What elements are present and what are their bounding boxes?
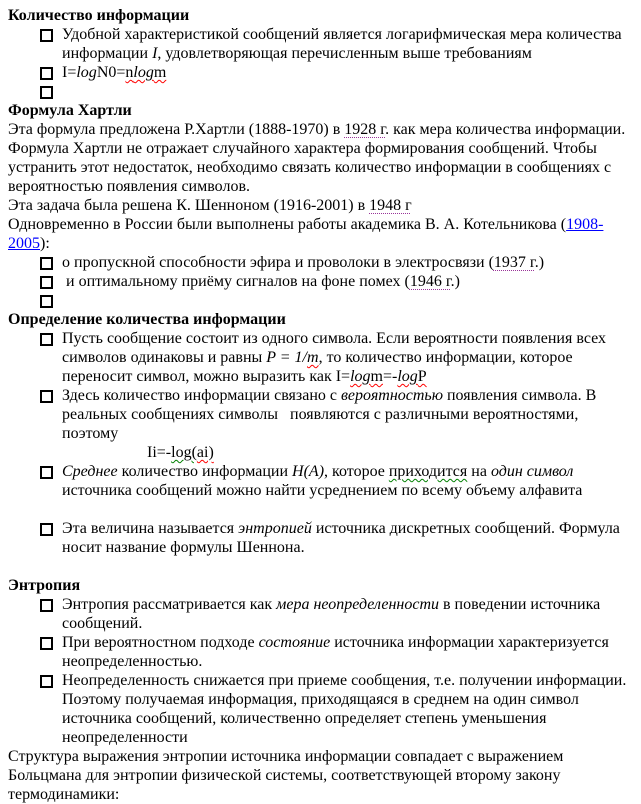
text-run: Пусть сообщение состоит из одного символа. Если вероятности появления всех символов одинаковы и равны [62, 330, 610, 366]
section-heading [8, 310, 635, 329]
text-run: Структура выражения энтропии источника информации совпадает с выражением Больцмана для энтропии физической системы, соответствующей второму закону термодинамики: [8, 748, 568, 803]
text-content [62, 26, 626, 62]
checkbox-bullet-icon [40, 637, 53, 650]
section-heading [8, 576, 635, 595]
smarttag-date: 1948 г [369, 197, 412, 214]
text-run: и оптимальному приёму сигналов на фоне помех ( [62, 273, 410, 290]
paragraph [8, 215, 635, 253]
text-run: состояние [258, 634, 331, 651]
text-run: источника сообщений можно найти усреднением по всему объему алфавита [62, 463, 583, 499]
text-run: мера неопределенности [276, 596, 439, 613]
text-content [8, 197, 412, 214]
bullet-list-item [8, 633, 635, 671]
text-run: энтропией [238, 520, 312, 537]
text-content [147, 444, 214, 461]
text-run: в поведении источника сообщений. [62, 596, 605, 632]
text-run: log [76, 64, 97, 81]
smarttag-date: 1946 г [409, 273, 451, 290]
bullet-list-item [8, 63, 635, 82]
text-run: , удовлетворяющая перечисленным выше требованиям [157, 45, 532, 62]
text-run: .) [534, 254, 545, 271]
text-content [8, 102, 132, 119]
section-heading [8, 101, 635, 120]
checkbox-bullet-icon [40, 29, 53, 42]
text-content [62, 520, 624, 556]
checkbox-bullet-icon [40, 333, 53, 346]
paragraph [8, 196, 635, 215]
text-content [62, 634, 613, 670]
text-run: H(A) [292, 463, 325, 480]
text-run: log [133, 64, 154, 81]
text-run: источника дискретных сообщений. Формула носит название формулы Шеннона. [62, 520, 624, 556]
text-run: Формула Хартли [8, 102, 132, 119]
checkbox-bullet-icon [40, 257, 53, 270]
text-content [8, 7, 189, 24]
bullet-list-item [8, 595, 635, 633]
checkbox-bullet-icon [40, 466, 53, 479]
text-run: . как мера количества информации. Формула Хартли не отражает случайного характера формирования сообщений. Чтобы устранить этот недостаток, необходимо связать количество информации в сообщениях с вероятностью появления символов. [8, 121, 630, 195]
text-run: .) [450, 273, 460, 290]
text-run: При вероятностном подходе [62, 634, 259, 651]
text-run: , которое [324, 463, 389, 480]
text-run: ): [40, 235, 50, 252]
bullet-list-item [8, 462, 635, 500]
text-run: Среднее [62, 463, 118, 480]
text-content [62, 273, 460, 290]
text-content [62, 254, 544, 271]
text-run: log [350, 368, 371, 385]
text-run: Здесь количество информации связано с [62, 387, 341, 404]
text-run: N0= [96, 64, 126, 81]
blank-line [8, 557, 635, 576]
formula-line [8, 443, 635, 462]
text-run: источника информации характеризуется неопределенностью. [62, 634, 613, 670]
text-run: log [397, 368, 418, 385]
bullet-list-item [8, 386, 635, 443]
text-content [8, 748, 567, 803]
bullet-list-item [8, 253, 635, 272]
text-run: Удобной характеристикой сообщений является логарифмическая мера количества информации [62, 26, 626, 62]
text-run: на [467, 463, 491, 480]
text-run: I [152, 45, 158, 62]
text-content [62, 672, 630, 746]
checkbox-bullet-icon [40, 295, 53, 308]
text-run: P [417, 368, 427, 385]
text-run: Энтропия [8, 577, 81, 594]
bullet-list-item [8, 671, 635, 747]
text-run: =- [382, 368, 398, 385]
checkbox-bullet-icon [40, 86, 53, 99]
text-run: n [125, 64, 134, 81]
text-run: Определение количества информации [8, 311, 286, 328]
bullet-list-item [8, 25, 635, 63]
text-content [62, 64, 166, 81]
text-run: вероятностью [340, 387, 443, 404]
text-run: ai) [196, 444, 214, 461]
text-run: один символ [490, 463, 574, 480]
text-run: Эта формула предложена Р.Хартли (1888-1970) в [8, 121, 345, 138]
text-run: Энтропия рассматривается как [62, 596, 277, 613]
text-run: появления символа. В реальных сообщениях символы появляются с различными вероятностями, поэтому [62, 387, 601, 442]
text-run: log( [171, 444, 197, 461]
text-content [8, 311, 286, 328]
hyperlink[interactable]: 1908-2005 [8, 216, 604, 252]
text-run: Одновременно в России были выполнены работы академика В. А. Котельникова ( [8, 216, 567, 233]
checkbox-bullet-icon [40, 599, 53, 612]
text-run: Эта задача была решена К. Шенноном (1916-2001) в [8, 197, 370, 214]
bullet-list-item [8, 519, 635, 557]
paragraph [8, 120, 635, 196]
checkbox-bullet-icon [40, 675, 53, 688]
smarttag-date: 1937 г [493, 254, 535, 271]
checkbox-bullet-icon [40, 67, 53, 80]
paragraph [8, 747, 635, 804]
text-run: I= [62, 64, 77, 81]
section-heading [8, 6, 635, 25]
smarttag-date: 1928 г [344, 121, 386, 138]
text-run: о пропускной способности эфира и проволоки в электросвязи ( [62, 254, 494, 271]
text-run: Ii=- [147, 444, 172, 461]
text-run: m [153, 64, 167, 81]
bullet-list-item [8, 272, 635, 291]
text-content [62, 596, 604, 632]
text-run: P = 1/ [266, 349, 307, 366]
text-run: количество информации [117, 463, 293, 480]
bullet-list-item [8, 329, 635, 386]
checkbox-bullet-icon [40, 390, 53, 403]
text-run: приходится [388, 463, 468, 480]
text-content [62, 330, 610, 385]
text-run: , то количество информации, которое переносит символ, можно выразить как I= [62, 349, 577, 385]
text-run: m [370, 368, 383, 385]
text-content [62, 387, 600, 442]
checkbox-bullet-icon [40, 276, 53, 289]
text-run: m [307, 349, 319, 366]
checkbox-bullet-icon [40, 523, 53, 536]
text-content [8, 121, 629, 195]
text-content [8, 216, 603, 252]
empty-bullet-list-item [8, 82, 635, 101]
text-run: Эта величина называется [62, 520, 239, 537]
text-run: Неопределенность снижается при приеме сообщения, т.е. получении информации. Поэтому получаемая информация, приходящаяся в среднем на один символ источника сообщений, количественно определяет степень уменьшения неопределенности [62, 672, 631, 746]
text-content [8, 577, 80, 594]
text-content [62, 463, 582, 499]
text-run: Количество информации [8, 7, 190, 24]
document-body [8, 6, 635, 804]
blank-line [8, 500, 635, 519]
empty-bullet-list-item [8, 291, 635, 310]
